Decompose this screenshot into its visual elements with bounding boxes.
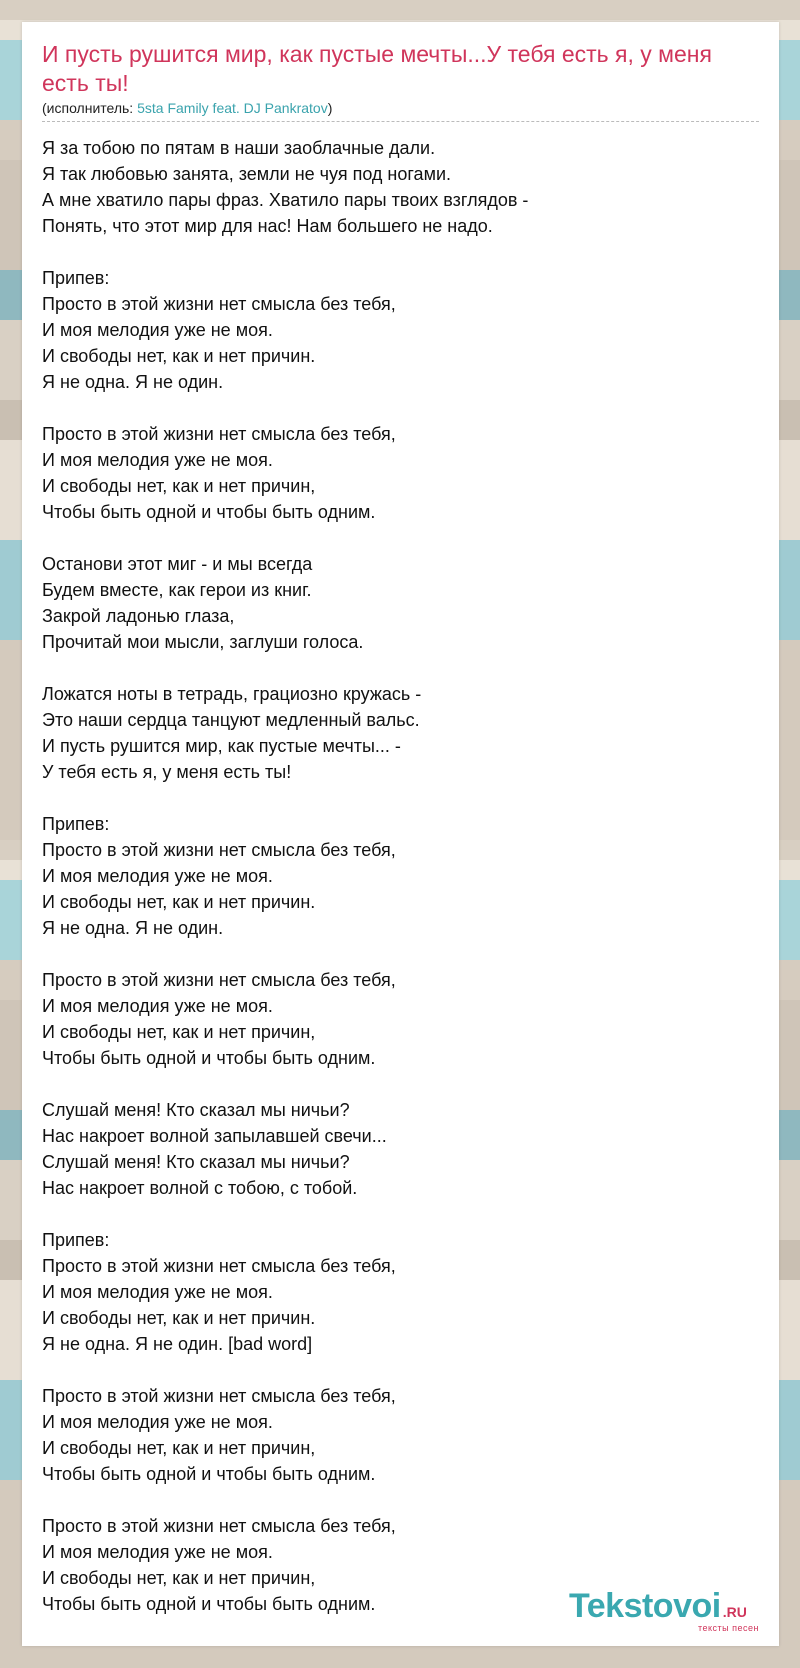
- performer-link[interactable]: 5sta Family feat. DJ Pankratov: [137, 100, 328, 116]
- logo-name: Tekstovoi: [569, 1587, 721, 1625]
- logo-tld: .RU: [722, 1604, 747, 1620]
- performer-prefix: (исполнитель:: [42, 100, 138, 116]
- lyrics-text: Я за тобою по пятам в наши заоблачные дали. Я так любовью занята, земли не чуя под ногами. А мне хватило пары фраз. Хватило пары твоих взглядов - Понять, что этот мир для нас! Нам большего не надо. Припев: Просто в этой жизни нет смысла без тебя, И моя мелодия уже не моя. И свободы нет, как и нет причин. Я не одна. Я не один. Просто в этой жизни нет смысла без тебя, И моя мелодия уже не моя. И свободы нет, как и нет причин, Чтобы быть одной и чтобы быть одним. Останови этот миг - и мы всегда Будем вместе, как герои из книг. Закрой ладонью глаза, Прочитай мои мысли, заглуши голоса. Ложатся ноты в тетрадь, грациозно кружась - Это наши сердца танцуют медленный вальс. И пусть рушится мир, как пустые мечты... - У тебя есть я, у меня есть ты! Припев: Просто в этой жизни нет смысла без тебя, И моя мелодия уже не моя. И свободы нет, как и нет причин. Я не одна. Я не один. Просто в этой жизни нет смысла без тебя, И моя мелодия уже не моя. И свободы нет, как и нет причин, Чтобы быть одной и чтобы быть одним. Слушай меня! Кто сказал мы ничьи? Нас накроет волной запылавшей свечи... Слушай меня! Кто сказал мы ничьи? Нас накроет волной с тобою, с тобой. Припев: Просто в этой жизни нет смысла без тебя, И моя мелодия уже не моя. И свободы нет, как и нет причин. Я не одна. Я не один. [bad word] Просто в этой жизни нет смысла без тебя, И моя мелодия уже не моя. И свободы нет, как и нет причин, Чтобы быть одной и чтобы быть одним. Просто в этой жизни нет смысла без тебя, И моя мелодия уже не моя. И свободы нет, как и нет причин, Чтобы быть одной и чтобы быть одним.: [42, 138, 529, 1614]
- header-divider: [42, 121, 759, 122]
- song-title: И пусть рушится мир, как пустые мечты...У тебя есть я, у меня есть ты!: [42, 41, 712, 96]
- content-card: [22, 22, 779, 1646]
- song-header: [42, 40, 759, 116]
- performer-line: [42, 100, 759, 116]
- site-logo[interactable]: [569, 1588, 769, 1638]
- logo-tagline: тексты песен: [697, 1623, 759, 1633]
- performer-suffix: ): [327, 100, 333, 116]
